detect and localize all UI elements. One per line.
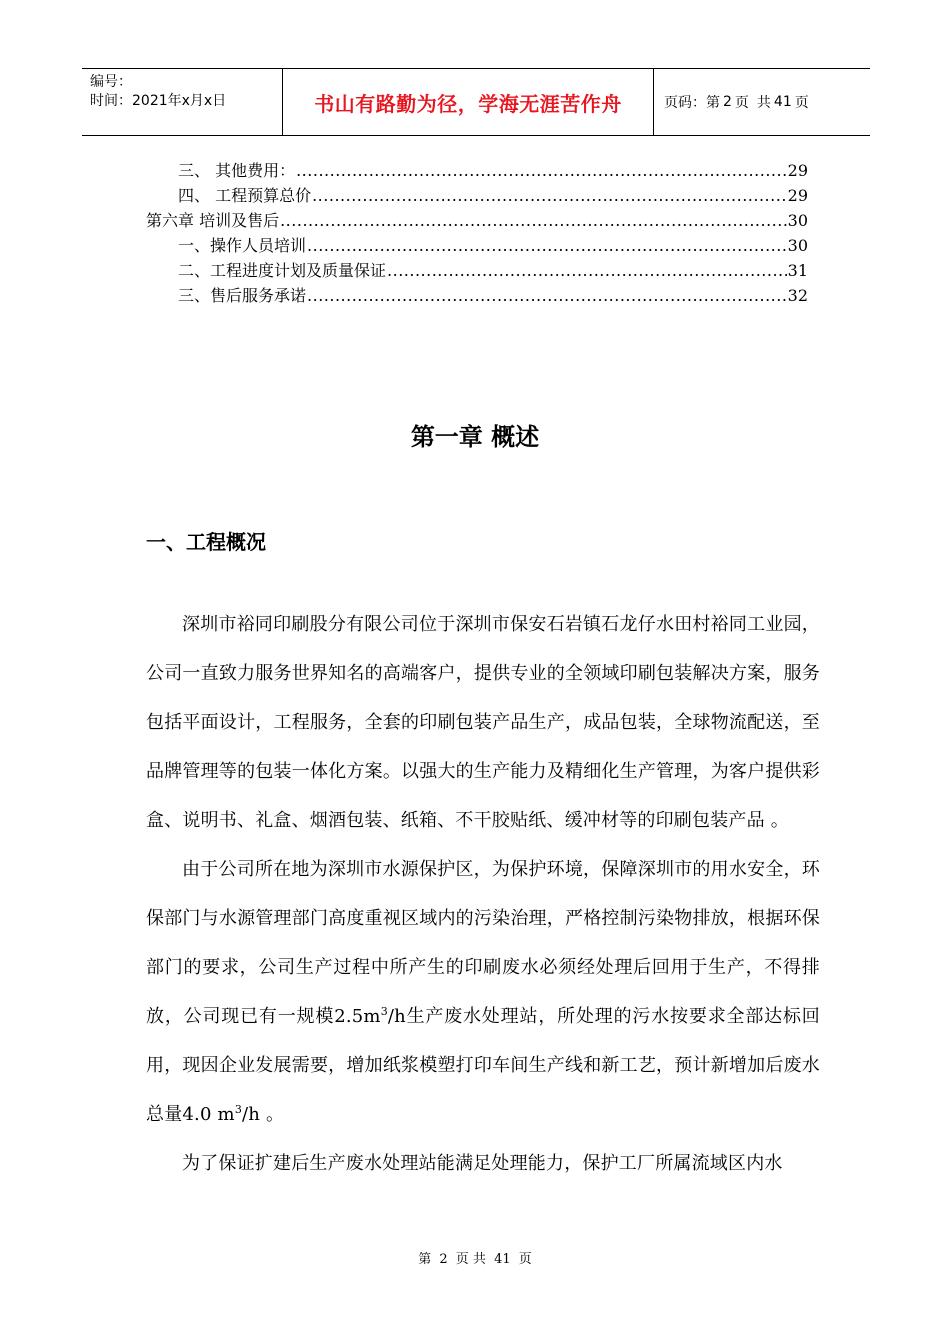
toc-entry[interactable] — [146, 183, 808, 208]
toc-entry[interactable] — [146, 283, 808, 308]
header-time-label: 时间：2021年x月x日 — [90, 93, 227, 109]
page-footer — [0, 1248, 950, 1267]
paragraph-purpose: 为了保证扩建后生产废水处理站能满足处理能力，保护工厂所属流域区内水 — [182, 1153, 783, 1174]
toc-entry-page: 31 — [787, 261, 808, 280]
header-total-suffix: 页 — [794, 95, 809, 111]
paragraph-background-part2: /h生产废水处理站，所处理的污水按要求全部达标回用，现因企业发展需要，增加纸浆模塑打印车间生产线和新工艺，预计新增加后废水总量4.0 m — [146, 1006, 820, 1125]
toc-entry[interactable] — [146, 233, 808, 258]
toc-leader — [280, 208, 787, 233]
page-header — [82, 68, 870, 136]
toc-entry-label: 二、工程进度计划及质量保证 — [178, 261, 387, 280]
chapter-title: 第一章 概述 — [410, 423, 540, 451]
toc-entry[interactable] — [146, 258, 808, 283]
paragraph-background-part3: /h 。 — [242, 1104, 285, 1125]
header-page-mid: 页 — [734, 95, 749, 111]
footer-mid: 页 共 — [455, 1252, 486, 1267]
section-title: 一、工程概况 — [146, 530, 266, 554]
toc-entry-page: 30 — [787, 236, 808, 255]
header-page-prefix: 页码：第 — [664, 95, 720, 111]
paragraph-overview: 深圳市裕同印刷股分有限公司位于深圳市保安石岩镇石龙仔水田村裕同工业园，公司一直致力服务世界知名的高端客户，提供专业的全领域印刷包装解决方案，服务包括平面设计，工程服务，全套的印刷包装产品生产，成品包装，全球物流配送，至品牌管理等的包装一体化方案。以强大的生产能力及精细化生产管理，为客户提供彩盒、说明书、礼盒、烟酒包装、纸箱、不干胶贴纸、缓冲材等的印刷包装产品 。 — [146, 614, 820, 831]
toc-entry[interactable] — [146, 208, 808, 233]
header-page-current: 2 — [723, 94, 732, 110]
footer-prefix: 第 — [418, 1252, 432, 1267]
header-meta — [82, 69, 282, 135]
toc-entry-label: 三、售后服务承诺 — [178, 286, 307, 305]
header-number-label: 编号： — [90, 74, 132, 90]
toc-entry-page: 32 — [787, 286, 808, 305]
superscript-3: 3 — [234, 1103, 243, 1116]
toc-leader — [387, 258, 787, 283]
paragraph-background — [146, 845, 820, 1139]
header-page-info — [654, 69, 870, 135]
toc-entry-label: 四、 工程预算总价 — [178, 186, 312, 205]
header-page-total: 41 — [773, 94, 792, 110]
footer-page: 2 — [439, 1252, 448, 1267]
toc-leader — [312, 183, 787, 208]
footer-total: 41 — [494, 1252, 511, 1267]
table-of-contents — [146, 158, 808, 308]
toc-entry[interactable] — [146, 158, 808, 183]
body-text — [146, 600, 820, 1188]
header-total-prefix: 共 — [756, 95, 771, 111]
paragraph-background-part1: 由于公司所在地为深圳市水源保护区，为保护环境，保障深圳市的用水安全，环保部门与水源管理部门高度重视区域内的污染治理，严格控制污染物排放，根据环保部门的要求，公司生产过程中所产生的印刷废水必须经处理后回用于生产，不得排放，公司现已有一规模2.5m — [146, 859, 820, 1027]
toc-leader — [307, 283, 787, 308]
toc-leader — [296, 158, 787, 183]
toc-entry-label: 一、操作人员培训 — [178, 236, 307, 255]
toc-entry-page: 29 — [787, 161, 808, 180]
header-motto: 书山有路勤为径，学海无涯苦作舟 — [282, 69, 654, 135]
toc-leader — [307, 233, 787, 258]
footer-suffix: 页 — [518, 1252, 532, 1267]
toc-entry-label: 三、 其他费用： — [178, 161, 296, 180]
superscript-3: 3 — [380, 1005, 388, 1018]
toc-entry-page: 30 — [787, 211, 808, 230]
toc-entry-label: 第六章 培训及售后 — [146, 211, 280, 230]
toc-entry-page: 29 — [787, 186, 808, 205]
